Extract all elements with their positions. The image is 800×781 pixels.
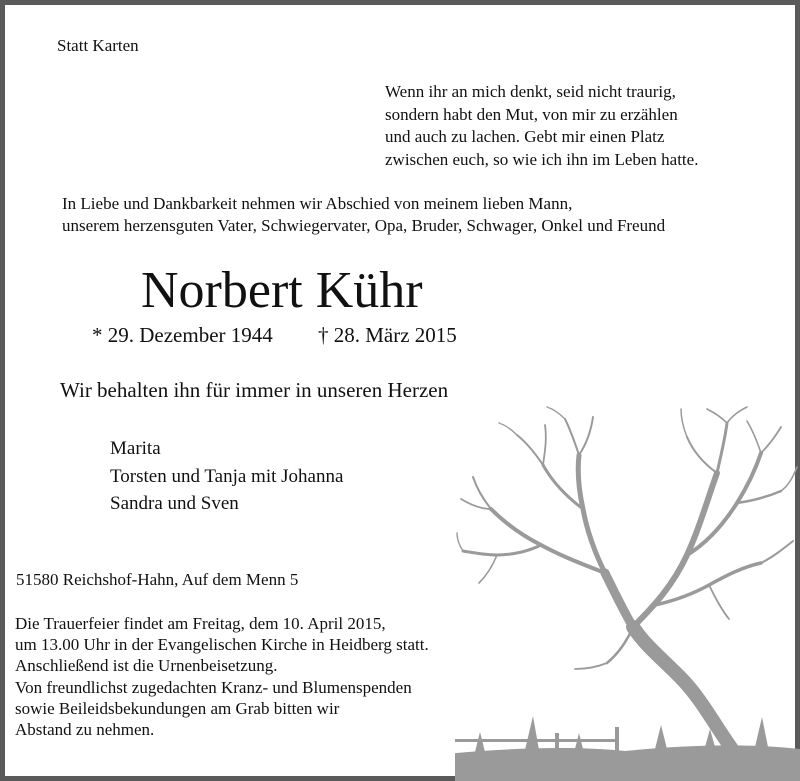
remembrance-line: Wir behalten ihn für immer in unseren Herzen [60,378,449,402]
service-line: Abstand zu nehmen. [15,720,155,740]
service-info [15,613,429,740]
family-member: Torsten und Tanja mit Johanna [110,465,344,487]
service-line: um 13.00 Uhr in der Evangelischen Kirche in Heidberg statt. [15,635,429,655]
poem-line: sondern habt den Mut, von mir zu erzählen [385,104,678,124]
death-date: † 28. März 2015 [318,323,457,347]
service-line: Von freundlichst zugedachten Kranz- und Blumenspenden [15,677,412,697]
poem-line: Wenn ihr an mich denkt, seid nicht traurig, [385,82,676,101]
family-list [110,435,343,518]
deceased-name: Norbert Kühr [141,262,423,319]
address: 51580 Reichshof-Hahn, Auf dem Menn 5 [16,570,299,589]
bare-tree-icon [455,405,800,781]
service-line: Die Trauerfeier findet am Freitag, dem 10. April 2015, [15,614,386,633]
intro-line: In Liebe und Dankbarkeit nehmen wir Abschied von meinem lieben Mann, [62,194,573,213]
intro-text [62,193,665,237]
poem-line: zwischen euch, so wie ich ihn im Leben hatte. [385,149,699,169]
header-statt-karten: Statt Karten [57,36,139,55]
family-member: Marita [110,438,161,459]
birth-date: * 29. Dezember 1944 [92,323,273,347]
family-member: Sandra und Sven [110,493,239,514]
intro-line: unserem herzensguten Vater, Schwiegervater, Opa, Bruder, Schwager, Onkel und Freund [62,216,666,235]
poem [385,81,698,171]
poem-line: und auch zu lachen. Gebt mir einen Platz [385,127,665,146]
service-line: sowie Beileidsbekundungen am Grab bitten wir [15,698,340,718]
service-line: Anschließend ist die Urnenbeisetzung. [15,656,278,676]
